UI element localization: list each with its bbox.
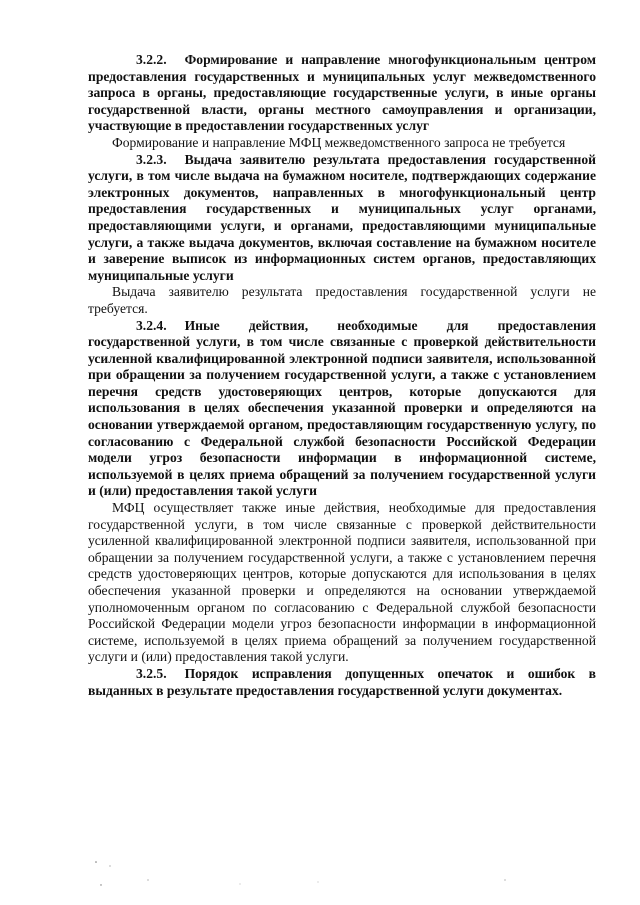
section-3-2-2-heading (88, 52, 596, 135)
document-page (88, 52, 596, 699)
section-3-2-3-heading (88, 152, 596, 285)
section-3-2-2-body: Формирование и направление МФЦ межведомственного запроса не требуется (112, 134, 566, 150)
section-heading-text: Иные действия, необходимые для предоставления государственной услуги, в том числе связанные с проверкой действительности усиленной квалифицированной электронной подписи заявителя, использованной при обращении за получением государственной услуги, а также с установлением перечня средств удостоверяющих центров, которые допускаются для использования в целях обеспечения указанной проверки и определяются на основании утверждаемой органом, предоставляющим государственную услугу, по согласованию с Федеральной службой безопасности Российской Федерации модели угроз безопасности информации в информационной системе, используемой в целях приема обращений за получением государственной услуги и (или) предоставления такой услуги (88, 317, 596, 499)
section-number: 3.2.5. (136, 665, 167, 681)
section-3-2-4-heading (88, 318, 596, 501)
section-3-2-5-heading (88, 666, 596, 699)
section-number: 3.2.3. (136, 151, 167, 167)
section-number: 3.2.4. (136, 317, 167, 333)
section-number: 3.2.2. (136, 52, 167, 67)
section-3-2-3-body: Выдача заявителю результата предоставления государственной услуги не требуется. (88, 284, 596, 316)
section-heading-text: Порядок исправления допущенных опечаток и ошибок в выданных в результате предоставления государственной услуги документах. (88, 665, 596, 698)
section-heading-text: Выдача заявителю результата предоставления государственной услуги, в том числе выдача на бумажном носителе, подтверждающих содержание электронных документов, направленных в многофункциональный центр предоставления государственных и муниципальных услуг органами, предоставляющими услуги, и органами, предоставляющими муниципальные услуги, а также выдача документов, включая составление на бумажном носителе и заверение выписок из информационных систем органов, предоставляющих муниципальные услуги (88, 151, 596, 283)
section-3-2-4-body: МФЦ осуществляет также иные действия, необходимые для предоставления государственной услуги, в том числе связанные с проверкой действительности усиленной квалифицированной электронной подписи заявителя, использованной при обращении за получением государственной услуги, а также с установлением перечня средств удостоверяющих центров, которые допускаются для использования в целях обеспечения указанной проверки и определяются на основании утверждаемой уполномоченным органом по согласованию с Федеральной службой безопасности Российской Федерации модели угроз безопасности информации в информационной системе, используемой в целях приема обращений за получением государственной услуги и (или) предоставления такой услуги. (88, 500, 596, 665)
section-heading-text: Формирование и направление многофункциональным центром предоставления государственных и муниципальных услуг межведомственного запроса в органы, предоставляющие государственные услуги, в иные органы государственной власти, органы местного самоуправления и организации, участвующие в предоставлении государственных услуг (88, 52, 596, 134)
